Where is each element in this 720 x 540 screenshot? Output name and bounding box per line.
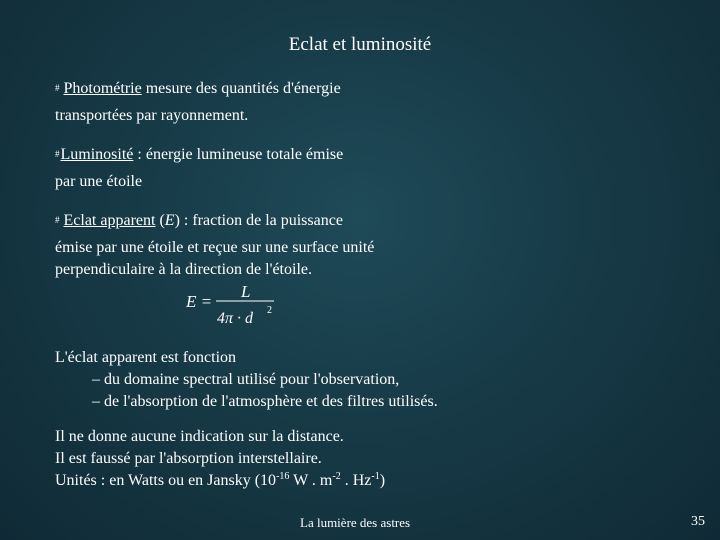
eclat-line3: perpendiculaire à la direction de l'étoile. bbox=[55, 261, 312, 278]
photometrie-rest: mesure des quantités d'énergie bbox=[141, 80, 341, 97]
luminosite-line2: par une étoile bbox=[55, 173, 143, 190]
note-distance: Il ne donne aucune indication sur la distance. bbox=[55, 428, 344, 445]
formula-numerator: L bbox=[241, 282, 251, 301]
units-part-c: . Hz bbox=[340, 472, 372, 489]
formula-lhs: E = bbox=[186, 292, 213, 311]
footer-title: La lumière des astres bbox=[300, 515, 411, 530]
luminosite-term: Luminosité bbox=[60, 146, 134, 163]
eclat-rest: ) : fraction de la puissance bbox=[174, 212, 343, 229]
units-exponent-3: -1 bbox=[371, 471, 380, 482]
units-exponent-1: -16 bbox=[276, 471, 290, 482]
luminosite-line1 bbox=[55, 144, 343, 165]
photometrie-term: Photométrie bbox=[63, 80, 142, 97]
units-exponent-2: -2 bbox=[332, 471, 341, 482]
photometrie-line1 bbox=[55, 78, 341, 99]
formula-exponent: 2 bbox=[267, 305, 272, 316]
eclat-term: Eclat apparent bbox=[63, 212, 156, 229]
bullet-marker: # bbox=[55, 149, 60, 159]
bullet-marker: # bbox=[55, 215, 60, 225]
note-absorption: Il est faussé par l'absorption interstellaire. bbox=[55, 450, 322, 467]
note-units bbox=[55, 471, 385, 491]
eclat-paren: ( bbox=[155, 212, 165, 229]
eclat-line2: émise par une étoile et reçue sur une surface unité bbox=[55, 239, 375, 256]
formula-equation bbox=[184, 280, 284, 330]
slide-title: Eclat et luminosité bbox=[288, 34, 432, 55]
eclat-line1 bbox=[55, 210, 343, 231]
units-part-d: ) bbox=[379, 472, 386, 489]
luminosite-rest: : énergie lumineuse totale émise bbox=[133, 146, 344, 163]
eclat-symbol: E bbox=[164, 212, 175, 229]
fonction-item-1: – du domaine spectral utilisé pour l'observation, bbox=[92, 371, 400, 388]
units-part-a: Unités : en Watts ou en Jansky (10 bbox=[55, 472, 277, 489]
units-part-b: W . m bbox=[289, 472, 333, 489]
photometrie-line2: transportées par rayonnement. bbox=[55, 107, 249, 124]
fonction-intro: L'éclat apparent est fonction bbox=[55, 349, 237, 366]
fonction-item-2: – de l'absorption de l'atmosphère et des filtres utilisés. bbox=[92, 393, 438, 410]
bullet-marker: # bbox=[55, 83, 60, 93]
page-number: 35 bbox=[691, 514, 705, 529]
formula-denominator: 4π · d bbox=[217, 310, 254, 327]
